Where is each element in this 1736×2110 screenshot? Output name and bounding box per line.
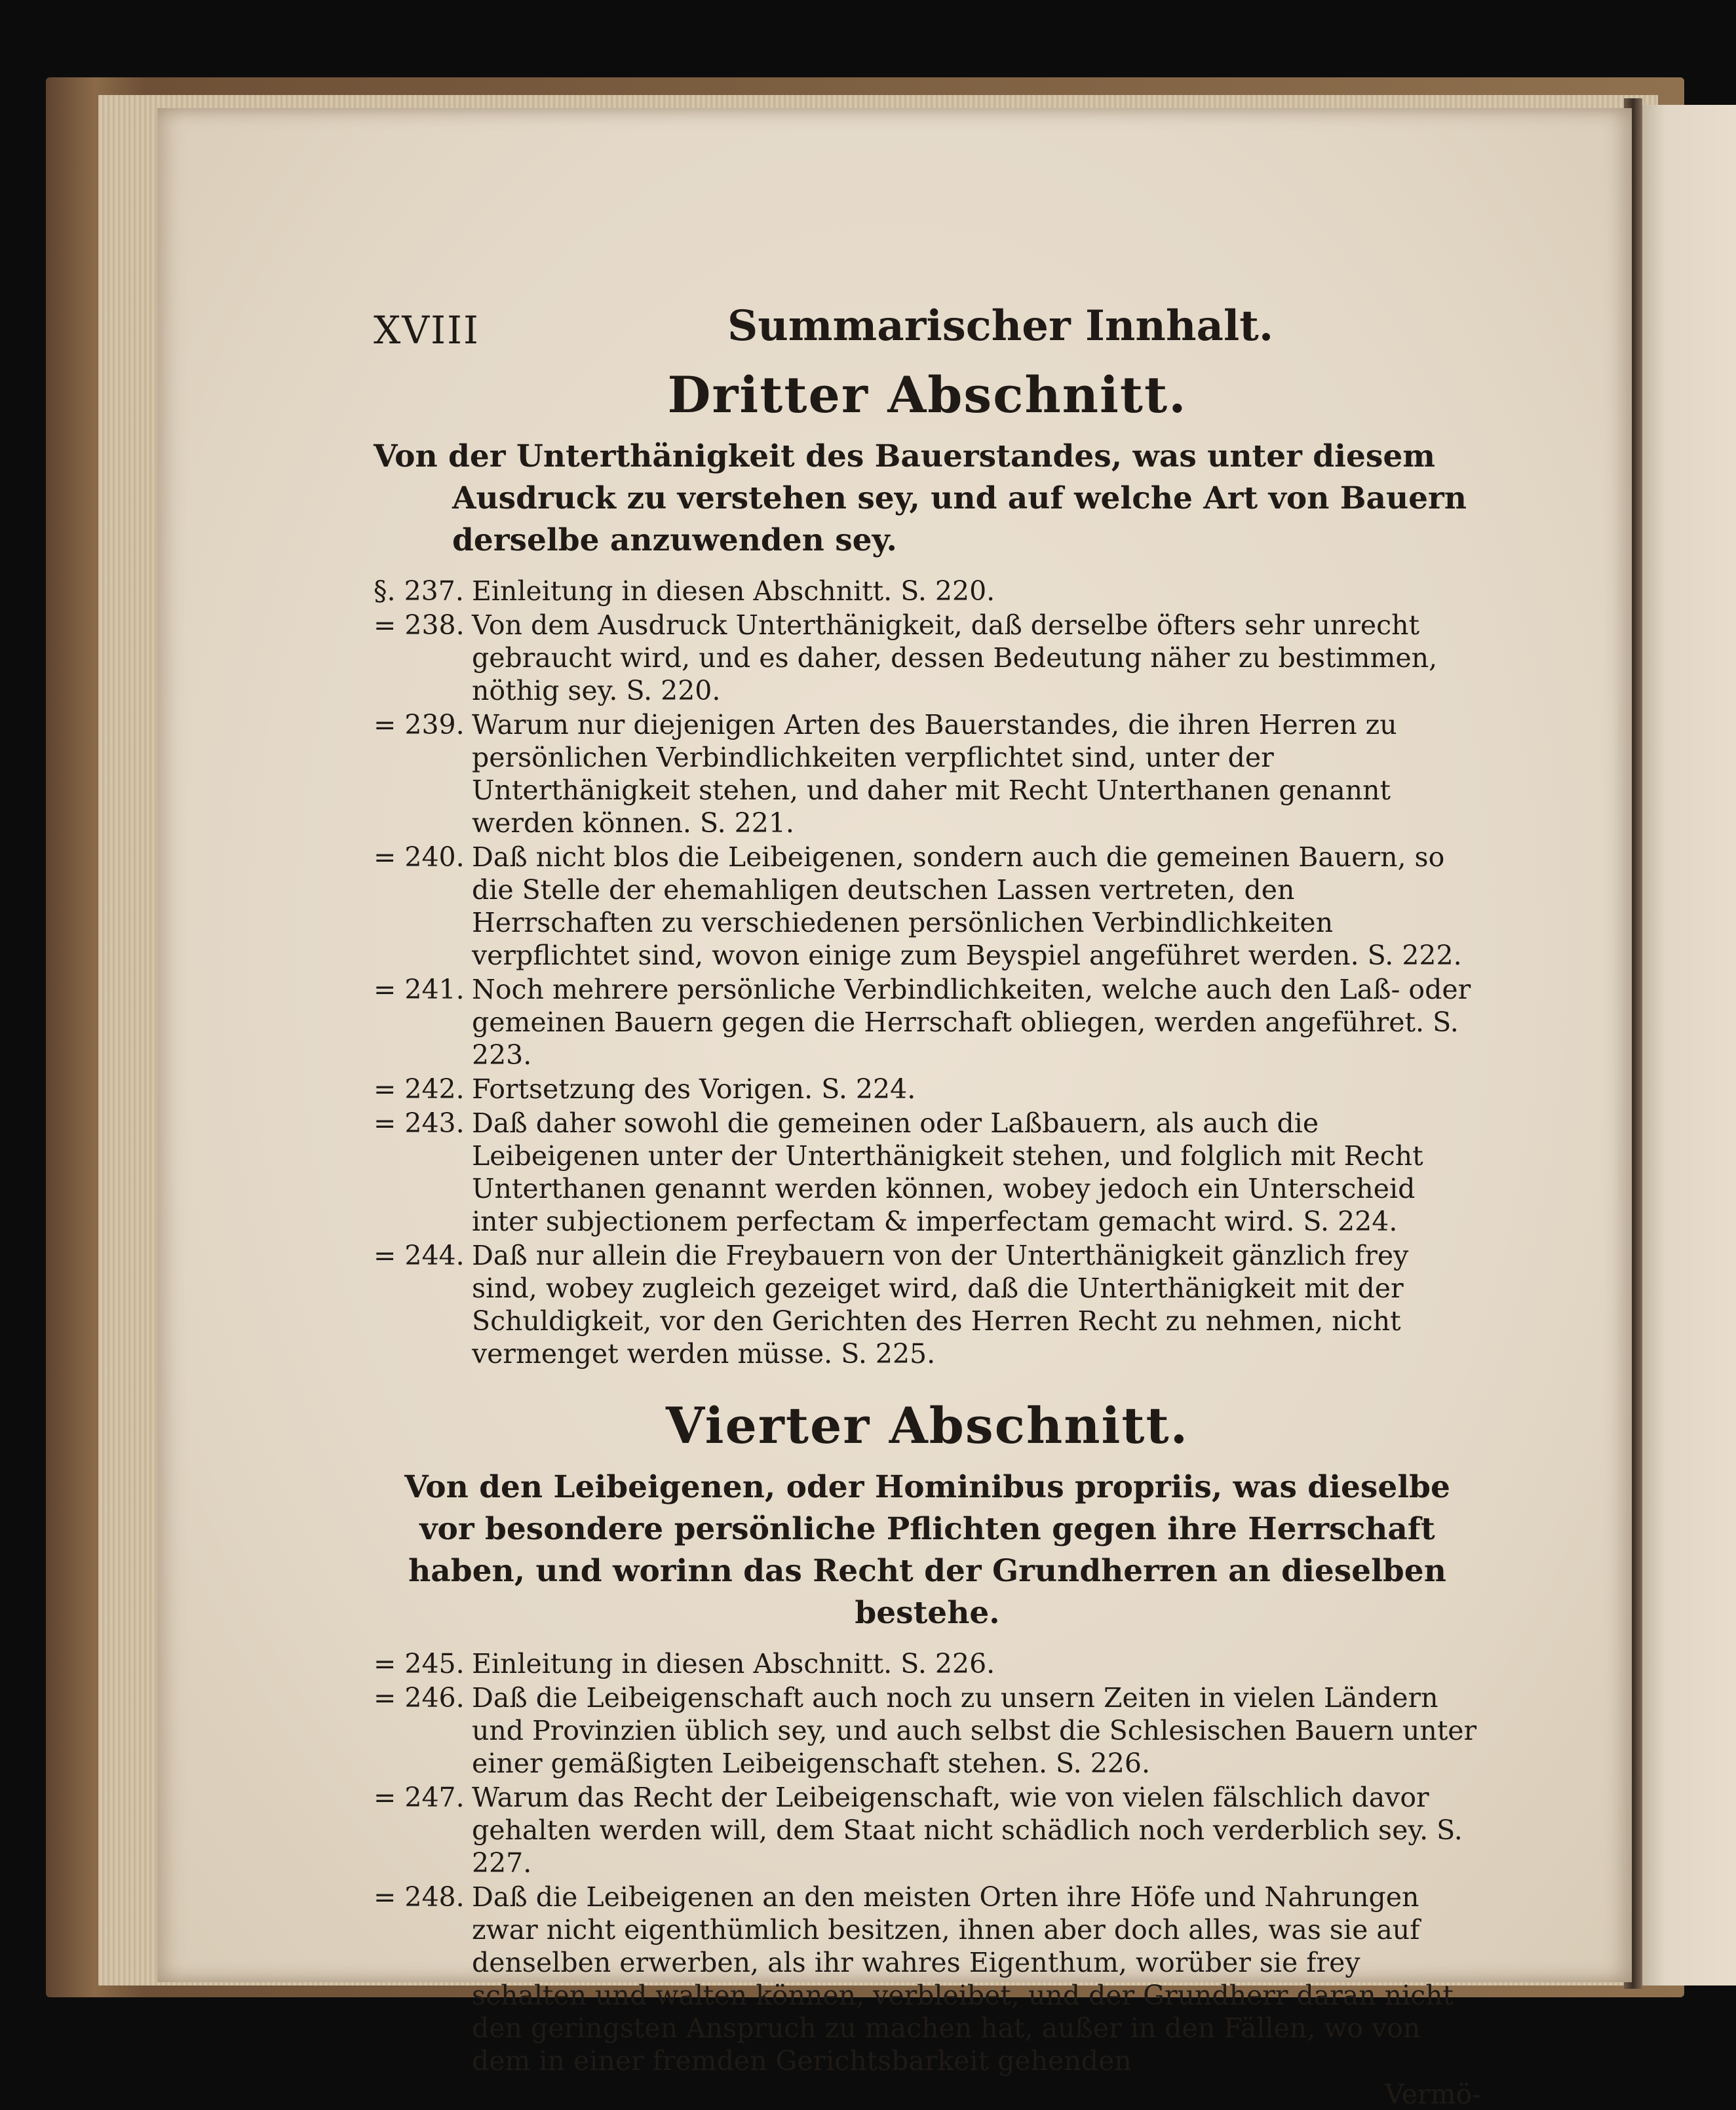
section-vierter-abschnitt	[374, 1396, 1481, 2077]
entry-marker: = 244.	[374, 1240, 465, 1271]
entry-marker: = 246.	[374, 1682, 465, 1714]
entry-243	[374, 1107, 1481, 1238]
section-description: Von den Leibeigenen, oder Hominibus propriis, was dieselbe vor besondere persönliche Pflichten gegen ihre Herrschaft haben, und worinn das Recht der Grundherren an dieselben bestehe.	[404, 1469, 1450, 1631]
entry-248	[374, 1881, 1481, 2077]
entry-marker: = 239.	[374, 709, 465, 740]
facing-page	[1635, 105, 1736, 1985]
entry-240	[374, 841, 1481, 972]
entry-text: Daß die Leibeigenen an den meisten Orten ihre Höfe und Nahrungen zwar nicht eigenthümlich besitzen, ihnen aber doch alles, was sie auf denselben erwerben, als ihr wahres Eigenthum, worüber sie frey schalten und walten können, verbleibet, und der Grundherr daran nicht den geringsten Anspruch zu machen hat, außer in den Fällen, wo von dem in einer fremden Gerichtsbarkeit gehenden	[472, 1881, 1454, 2077]
page-text	[374, 288, 1481, 2110]
entry-text: Fortsetzung des Vorigen. S. 224.	[472, 1073, 916, 1105]
entry-text: Von dem Ausdruck Unterthänigkeit, daß derselbe öfters sehr unrecht gebraucht wird, und es daher, dessen Bedeutung näher zu bestimmen, nöthig sey. S. 220.	[472, 609, 1438, 706]
entry-list	[374, 1647, 1481, 2077]
entry-marker: = 241.	[374, 974, 465, 1005]
entry-marker: = 242.	[374, 1073, 465, 1105]
running-title: Summarischer Innhalt.	[727, 301, 1274, 351]
entry-list	[374, 575, 1481, 1370]
entry-239	[374, 708, 1481, 839]
entry-marker: = 238.	[374, 609, 465, 641]
entry-244	[374, 1239, 1481, 1370]
entry-246	[374, 1681, 1481, 1780]
entry-text: Daß nur allein die Freybauern von der Unterthänigkeit gänzlich frey sind, wobey zugleich gezeiget wird, daß die Unterthänigkeit mit der Schuldigkeit, vor den Gerichten des Herren Recht zu nehmen, nicht vermenget werden müsse. S. 225.	[472, 1240, 1409, 1370]
section-title: Dritter Abschnitt.	[667, 366, 1187, 424]
entry-text: Daß daher sowohl die gemeinen oder Laßbauern, als auch die Leibeigenen unter der Unterthänigkeit stehen, und folglich mit Recht Unterthanen genannt werden können, wobey jedoch ein Unterscheid inter subjectionem perfectam & imperfectam gemacht wird. S. 224.	[472, 1107, 1423, 1237]
entry-marker: = 240.	[374, 841, 465, 873]
section-title: Vierter Abschnitt.	[665, 1396, 1189, 1455]
page-number: XVIII	[374, 308, 480, 353]
entry-237	[374, 575, 1481, 607]
entry-marker: = 245.	[374, 1648, 465, 1679]
entry-242	[374, 1073, 1481, 1105]
entry-245	[374, 1647, 1481, 1680]
entry-marker: = 243.	[374, 1107, 465, 1139]
catchword: Vermö-	[1384, 2079, 1481, 2110]
entry-marker: = 248.	[374, 1881, 465, 1913]
entry-text: Noch mehrere persönliche Verbindlichkeiten, welche auch den Laß- oder gemeinen Bauern gegen die Herrschaft obliegen, werden angeführet. S. 223.	[472, 974, 1471, 1071]
entry-247	[374, 1781, 1481, 1879]
entry-marker: = 247.	[374, 1782, 465, 1813]
entry-text: Einleitung in diesen Abschnitt. S. 220.	[472, 575, 995, 607]
running-head	[374, 288, 1481, 360]
entry-text: Daß nicht blos die Leibeigenen, sondern auch die gemeinen Bauern, so die Stelle der ehemahligen deutschen Lassen vertreten, den Herrschaften zu verschiedenen persönlichen Verbindlichkeiten verpflichtet sind, wovon einige zum Beyspiel angeführet werden. S. 222.	[472, 841, 1462, 971]
entry-238	[374, 609, 1481, 707]
entry-marker: §. 237.	[374, 575, 464, 607]
entry-text: Daß die Leibeigenschaft auch noch zu unsern Zeiten in vielen Ländern und Provinzien üblich sey, und auch selbst die Schlesischen Bauern unter einer gemäßigten Leibeigenschaft stehen. S. 226.	[472, 1682, 1477, 1779]
section-dritter-abschnitt	[374, 366, 1481, 1370]
entry-241	[374, 973, 1481, 1071]
entry-text: Warum nur diejenigen Arten des Bauerstandes, die ihren Herren zu persönlichen Verbindlichkeiten verpflichtet sind, unter der Unterthänigkeit stehen, und daher mit Recht Unterthanen genannt werden können. S. 221.	[472, 709, 1397, 839]
entry-text: Einleitung in diesen Abschnitt. S. 226.	[472, 1648, 995, 1679]
section-description: Von der Unterthänigkeit des Bauerstandes, was unter diesem Ausdruck zu verstehen sey, und auf welche Art von Bauern derselbe anzuwenden sey.	[374, 438, 1467, 558]
entry-text: Warum das Recht der Leibeigenschaft, wie von vielen fälschlich davor gehalten werden will, dem Staat nicht schädlich noch verderblich sey. S. 227.	[472, 1782, 1463, 1879]
